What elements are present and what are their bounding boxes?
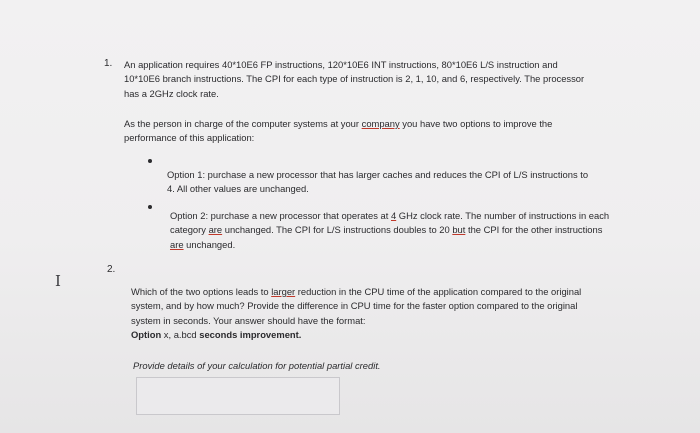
option-2-part-a: Option 2: purchase a new processor that operates at	[170, 210, 391, 221]
option-2-part-c: GHz clock rate. The number of instructions in each category	[170, 210, 610, 236]
intro-text-before: As the person in charge of the computer systems at your	[124, 118, 362, 129]
option-2-part-b: 4	[390, 210, 397, 221]
question-1-number: 1.	[104, 58, 113, 69]
option-2-part-i: unchanged.	[183, 238, 236, 250]
question-2-text	[131, 285, 601, 343]
intro-paragraph	[124, 117, 604, 146]
question-2-number: 2.	[107, 264, 116, 275]
answer-input-box[interactable]	[136, 377, 340, 415]
question-1-text: An application requires 40*10E6 FP instructions, 120*10E6 INT instructions, 80*10E6 L/S instruction and 10*10E6 branch instructions. The CPI for each type of instruction is 2, 1, 10, and 6, respectively. The processor has a 2GHz clock rate.	[124, 59, 585, 99]
intro-text-after: you have two options to improve the performance of this application:	[124, 118, 553, 144]
option-2-part-g: the CPI for the other instructions	[465, 224, 603, 236]
question-2-part-a: Which of the two options leads to	[131, 286, 272, 297]
option-2-part-h: are	[170, 238, 184, 250]
answer-format-bold-2: seconds improvement.	[199, 329, 302, 341]
question-2-part-c: reduction in the CPU time of the application compared to the original system, and by how much? Provide the difference in CPU time for the faster option compared to the original system in seconds. Your answer should have the format:	[131, 286, 582, 326]
option-2-part-e: unchanged. The CPI for L/S instructions doubles to 20	[222, 224, 453, 236]
partial-credit-hint: Provide details of your calculation for potential partial credit.	[133, 360, 381, 371]
bullet-icon-option-2	[148, 205, 152, 209]
option-1-text: Option 1: purchase a new processor that has larger caches and reduces the CPI of L/S instructions to 4. All other values are unchanged.	[167, 169, 589, 195]
answer-format-bold-1: Option	[131, 329, 162, 341]
text-cursor-icon: I	[55, 272, 61, 290]
answer-format-mid: x, a.bcd	[161, 329, 200, 341]
bullet-icon-option-1	[148, 159, 152, 163]
question-2-part-b: larger	[271, 286, 296, 297]
intro-text-company: company	[361, 118, 400, 129]
option-2-part-f: but	[452, 224, 466, 236]
option-2-text	[170, 209, 610, 252]
option-2-part-d: are	[208, 224, 223, 236]
